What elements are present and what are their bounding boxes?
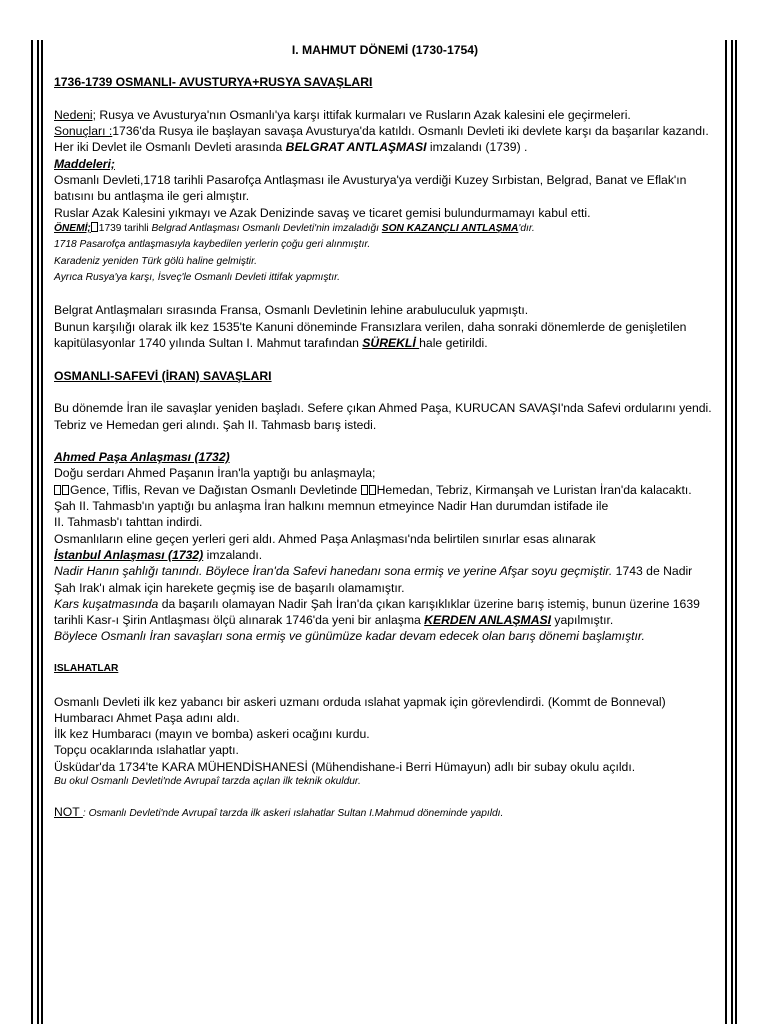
paragraph-belgrat: Her iki Devlet ile Osmanlı Devleti arasında BELGRAT ANTLAŞMASI imzalandı (1739) . [54, 140, 528, 155]
note-line: 1718 Pasarofça antlaşmasıyla kaybedilen yerlerin çoğu geri alınmıştır. [54, 239, 371, 251]
label-onemi: ÖNEMİ; [54, 222, 91, 234]
islahat-line-1: Osmanlı Devleti ilk kez yabancı bir askeri uzmanı orduda ıslahat yapmak için görevlendirdi. (Kommt de Bonneval) [54, 694, 666, 709]
surekli: SÜREKLİ [362, 336, 420, 351]
son-kazancli-antlasma: SON KAZANÇLI ANTLAŞMA [381, 222, 519, 234]
label-maddeleri: Maddeleri; [54, 156, 115, 171]
document-body [54, 42, 716, 823]
ahmed-line-5: Osmanlıların eline geçen yerleri geri aldı. Ahmed Paşa Anlaşması'nda belirtilen sınırlar esas alınarak [54, 531, 596, 546]
placeholder-glyph-icon [54, 485, 61, 495]
note-paragraph: NOT : Osmanlı Devleti'nde Avrupaî tarzda ilk askeri ıslahatlar Sultan I.Mahmud döneminde yapıldı. [54, 805, 504, 820]
istanbul-anlasmasi: İstanbul Anlaşması (1732) [54, 547, 204, 562]
islahat-line-5: Üsküdar'da 1734'te KARA MÜHENDİSHANESİ (Mühendishane-i Berri Hümayun) adlı bir subay okulu açıldı. [54, 759, 636, 774]
placeholder-glyph-icon [91, 222, 98, 232]
page-border-left [31, 40, 33, 1024]
placeholder-glyph-icon [62, 485, 69, 495]
page-border-right [731, 40, 733, 1024]
ahmed-line-2: Gence, Tiflis, Revan ve Dağıstan Osmanlı Devletinde Hemedan, Tebriz, Kirmanşah ve Luristan İran'da kalacaktı. [54, 482, 716, 498]
paragraph-onemi: ÖNEMİ; 1739 tarihli Belgrad Antlaşması Osmanlı Devleti'nin imzaladığı SON KAZANÇLI ANTLAŞMA'dır. [54, 222, 535, 234]
placeholder-glyph-icon [369, 485, 376, 495]
paragraph-nedeni: Nedeni; Rusya ve Avusturya'nın Osmanlı'ya karşı ittifak kurmaları ve Rusların Azak kalesini ele geçirmeleri. [54, 107, 631, 122]
page-border-right [735, 40, 737, 1024]
islahat-line-2: Humbaracı Ahmet Paşa adını aldı. [54, 710, 240, 725]
page-title: I. MAHMUT DÖNEMİ (1730-1754) [291, 43, 479, 57]
ahmed-line-1: Doğu serdarı Ahmed Paşanın İran'la yaptığı bu anlaşmayla; [54, 466, 376, 481]
ahmed-line-6: İstanbul Anlaşması (1732) imzalandı. [54, 547, 263, 562]
note-line: Ayrıca Rusya'ya karşı, İsveç'le Osmanlı Devleti ittifak yapmıştır. [54, 271, 340, 283]
label-not: NOT [54, 805, 83, 820]
paragraph-kapitulasyon: Bunun karşılığı olarak ilk kez 1535'te Kanuni döneminde Fransızlara verilen, daha sonraki dönemlerde de genişletilen kapitülasyonlar 1740 yılında Sultan I. Mahmut tarafından SÜREKLİ hale getirildi. [54, 319, 687, 351]
page-border-left [37, 40, 39, 1024]
madde-2: Ruslar Azak Kalesini yıkmayı ve Azak Denizinde savaş ve ticaret gemisi bulundurmamayı kabul etti. [54, 205, 591, 220]
label-nedeni: Nedeni; [54, 107, 97, 122]
ahmed-line-7: Nadir Hanın şahlığı tanındı. Böylece İran'da Safevi hanedanı sona ermiş ve yerine Afşar soyu geçmiştir. 1743 de Nadir Şah Irak'ı almak için harekete geçmiş ise de başarılı olamamıştır. [54, 564, 693, 595]
madde-1: Osmanlı Devleti,1718 tarihli Pasarofça Antlaşması ile Avusturya'ya verdiği Kuzey Sırbistan, Belgrad, Banat ve Eflak'ın batısını bu antlaşma ile geri almıştır. [54, 173, 687, 204]
belgrat-antlasmasi: BELGRAT ANTLAŞMASI [285, 140, 427, 155]
islahat-line-6: Bu okul Osmanlı Devleti'nde Avrupaî tarzda açılan ilk teknik okuldur. [54, 776, 361, 788]
kerden-anlasmasi: KERDEN ANLAŞMASI [424, 613, 552, 628]
ahmed-line-4: II. Tahmasb'ı tahttan indirdi. [54, 515, 203, 530]
paragraph-fransa: Belgrat Antlaşmaları sırasında Fransa, Osmanlı Devletinin lehine arabuluculuk yapmıştı. [54, 303, 529, 318]
section-heading-safevi: OSMANLI-SAFEVİ (İRAN) SAVAŞLARI [54, 368, 272, 383]
page-border-right [725, 40, 727, 1024]
note-line: Karadeniz yeniden Türk gölü haline gelmiştir. [54, 255, 257, 267]
ahmed-line-9: Böylece Osmanlı İran savaşları sona ermiş ve günümüze kadar devam edecek olan barış dönemi başlamıştır. [54, 629, 645, 644]
islahat-line-3: İlk kez Humbaracı (mayın ve bomba) askeri ocağını kurdu. [54, 727, 370, 742]
paragraph-iran: Bu dönemde İran ile savaşlar yeniden başladı. Sefere çıkan Ahmed Paşa, KURUCAN SAVAŞI'nda Safevi ordularını yendi. Tebriz ve Hemedan geri alındı. Şah II. Tahmasb barış istedi. [54, 401, 712, 432]
section-heading-islahatlar: ISLAHATLAR [54, 662, 119, 674]
page-border-left [41, 40, 43, 1024]
islahat-line-4: Topçu ocaklarında ıslahatlar yaptı. [54, 743, 239, 758]
placeholder-glyph-icon [361, 485, 368, 495]
ahmed-line-3: Şah II. Tahmasb'ın yaptığı bu anlaşma İran halkını memnun etmeyince Nadir Han durumdan istifade ile [54, 499, 609, 514]
heading-ahmed-pasa: Ahmed Paşa Anlaşması (1732) [54, 450, 230, 465]
label-sonuclari: Sonuçları : [54, 124, 113, 139]
section-heading-austria-russia: 1736-1739 OSMANLI- AVUSTURYA+RUSYA SAVAŞLARI [54, 75, 373, 90]
ahmed-line-8: Kars kuşatmasında da başarılı olamayan Nadir Şah İran'da çıkan karışıklıklar üzerine barış istemiş, bunun üzerine 1639 tarihli Kasr-ı Şirin Antlaşması ölçü alınarak 1746'da yeni bir anlaşma KERDEN ANLAŞMASI yapılmıştır. [54, 596, 700, 628]
paragraph-sonuclari: Sonuçları :1736'da Rusya ile başlayan savaşa Avusturya'da katıldı. Osmanlı Devleti iki devlete karşı da başarılar kazandı. [54, 124, 709, 139]
